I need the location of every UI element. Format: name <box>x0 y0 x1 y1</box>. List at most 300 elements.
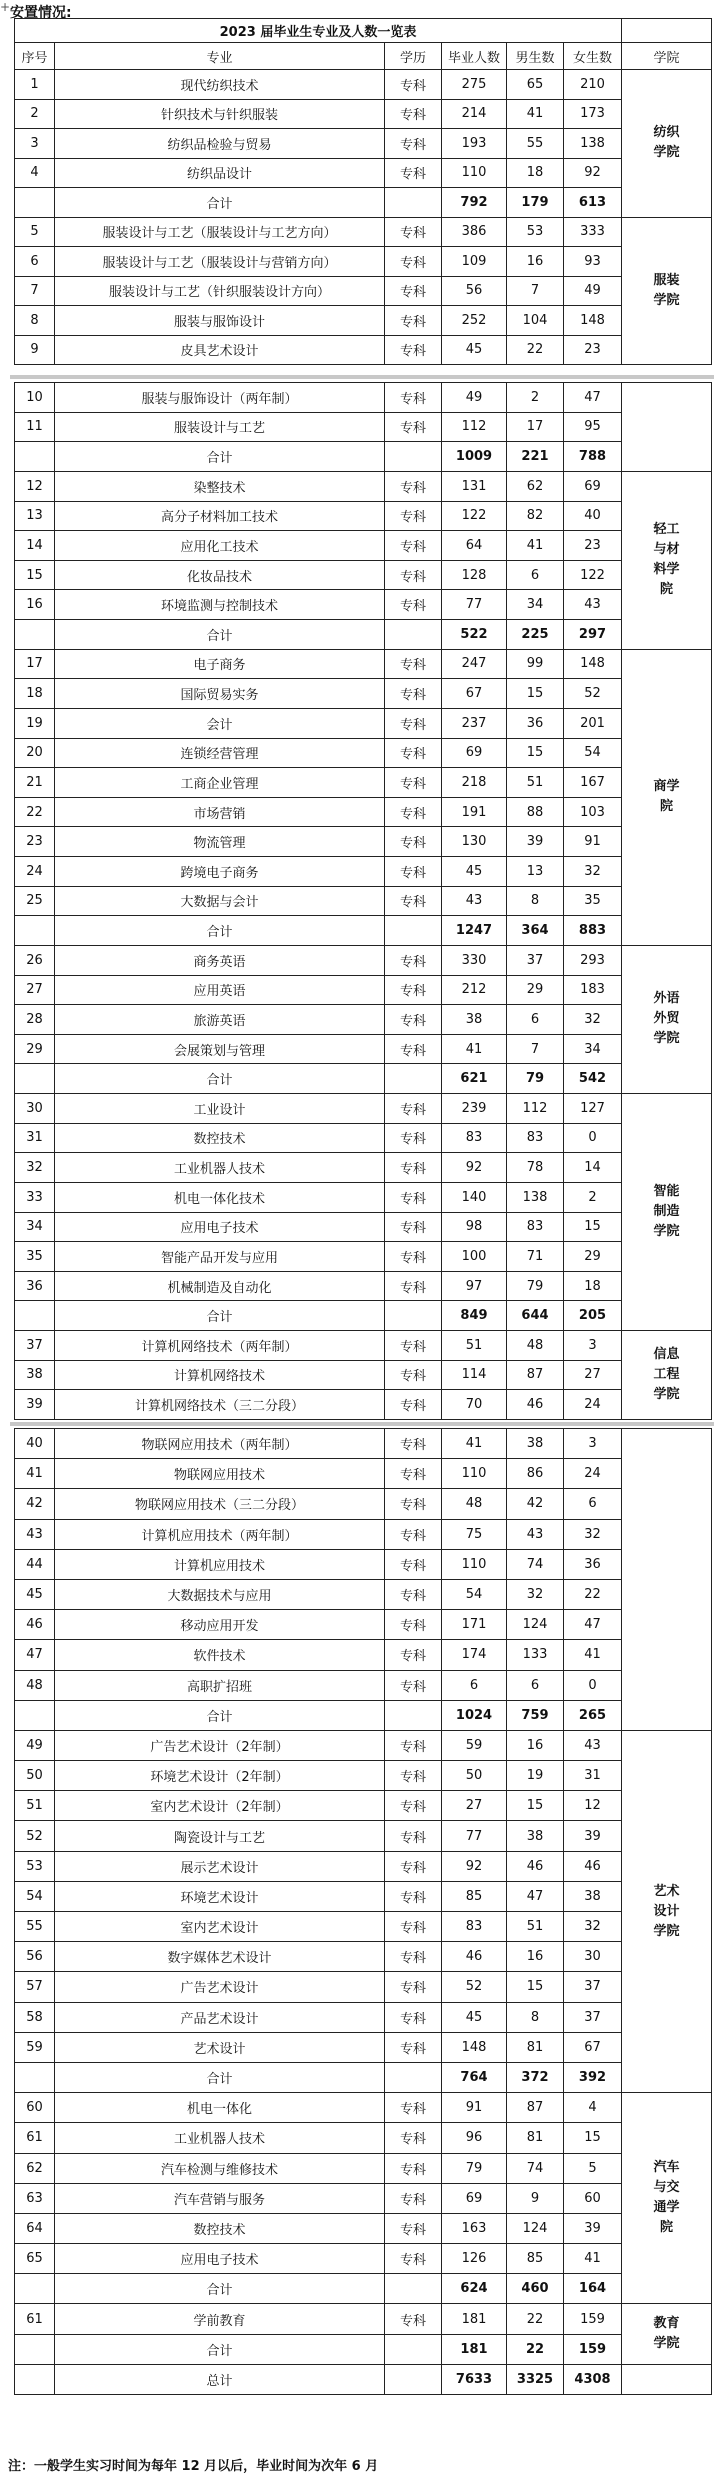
grad-count: 54 <box>442 1579 507 1609</box>
row-number: 37 <box>15 1331 55 1361</box>
female-count: 47 <box>564 383 622 413</box>
major-name: 汽车检测与维修技术 <box>55 2153 385 2183</box>
major-name: 工业机器人技术 <box>55 2123 385 2153</box>
grad-count: 130 <box>442 827 507 857</box>
table-row <box>15 708 712 738</box>
female-count: 122 <box>564 560 622 590</box>
row-number: 8 <box>15 306 55 336</box>
male-count: 43 <box>507 1519 564 1549</box>
grad-count: 48 <box>442 1489 507 1519</box>
row-number: 35 <box>15 1242 55 1272</box>
row-number: 48 <box>15 1670 55 1700</box>
total-row <box>15 1301 712 1331</box>
education-level: 专科 <box>385 1549 442 1579</box>
total-label: 合计 <box>55 1700 385 1730</box>
education-level: 专科 <box>385 247 442 277</box>
male-count: 41 <box>507 531 564 561</box>
grad-count: 237 <box>442 708 507 738</box>
education-level: 专科 <box>385 471 442 501</box>
male-count: 48 <box>507 1331 564 1361</box>
grad-count: 112 <box>442 412 507 442</box>
female-count: 210 <box>564 70 622 100</box>
male-count: 17 <box>507 412 564 442</box>
major-name: 物联网应用技术（三二分段） <box>55 1489 385 1519</box>
female-count: 2 <box>564 1182 622 1212</box>
male-count: 29 <box>507 975 564 1005</box>
education-level: 专科 <box>385 306 442 336</box>
row-number: 55 <box>15 1912 55 1942</box>
major-name: 服装与服饰设计（两年制） <box>55 383 385 413</box>
row-number: 7 <box>15 276 55 306</box>
major-name: 广告艺术设计 <box>55 1972 385 2002</box>
college-name <box>622 1331 712 1420</box>
male-count: 55 <box>507 129 564 159</box>
male-count: 47 <box>507 1881 564 1911</box>
row-number: 3 <box>15 129 55 159</box>
grad-count: 69 <box>442 738 507 768</box>
row-number: 38 <box>15 1360 55 1390</box>
male-count: 372 <box>507 2062 564 2092</box>
major-name: 室内艺术设计（2年制） <box>55 1791 385 1821</box>
no-cell <box>15 188 55 218</box>
row-number: 31 <box>15 1123 55 1153</box>
female-count: 183 <box>564 975 622 1005</box>
female-count: 95 <box>564 412 622 442</box>
male-count: 2 <box>507 383 564 413</box>
total-row <box>15 2334 712 2364</box>
male-count: 32 <box>507 1579 564 1609</box>
male-count: 46 <box>507 1390 564 1420</box>
row-number: 24 <box>15 857 55 887</box>
major-name: 服装设计与工艺 <box>55 412 385 442</box>
major-name: 化妆品技术 <box>55 560 385 590</box>
row-number: 20 <box>15 738 55 768</box>
major-name: 计算机应用技术 <box>55 1549 385 1579</box>
female-count: 164 <box>564 2274 622 2304</box>
table-row <box>15 412 712 442</box>
table-row <box>15 1821 712 1851</box>
major-name: 物流管理 <box>55 827 385 857</box>
grad-count: 792 <box>442 188 507 218</box>
male-count: 39 <box>507 827 564 857</box>
table-row <box>15 1670 712 1700</box>
grad-count: 122 <box>442 501 507 531</box>
table-row <box>15 335 712 365</box>
grad-count: 69 <box>442 2183 507 2213</box>
male-count: 112 <box>507 1094 564 1124</box>
female-count: 159 <box>564 2334 622 2364</box>
no-cell <box>15 1301 55 1331</box>
edu-cell <box>385 2274 442 2304</box>
row-number: 40 <box>15 1429 55 1459</box>
grad-count: 247 <box>442 649 507 679</box>
education-level: 专科 <box>385 412 442 442</box>
row-number: 52 <box>15 1821 55 1851</box>
grad-count: 148 <box>442 2032 507 2062</box>
female-count: 39 <box>564 1821 622 1851</box>
college-name <box>622 1094 712 1331</box>
grad-count: 92 <box>442 1153 507 1183</box>
male-count: 138 <box>507 1182 564 1212</box>
row-number: 15 <box>15 560 55 590</box>
row-number: 49 <box>15 1730 55 1760</box>
table-row <box>15 2304 712 2334</box>
total-label: 合计 <box>55 2334 385 2364</box>
male-count: 16 <box>507 1942 564 1972</box>
female-count: 39 <box>564 2213 622 2243</box>
male-count: 644 <box>507 1301 564 1331</box>
grad-count: 163 <box>442 2213 507 2243</box>
male-count: 133 <box>507 1640 564 1670</box>
table-row <box>15 306 712 336</box>
education-level: 专科 <box>385 1821 442 1851</box>
grad-count: 764 <box>442 2062 507 2092</box>
graduate-table-part-1 <box>14 18 712 365</box>
row-number: 60 <box>15 2093 55 2123</box>
male-count: 19 <box>507 1761 564 1791</box>
female-count: 788 <box>564 442 622 472</box>
male-count: 78 <box>507 1153 564 1183</box>
male-count: 74 <box>507 1549 564 1579</box>
grad-count: 77 <box>442 590 507 620</box>
education-level: 专科 <box>385 1271 442 1301</box>
grad-count: 126 <box>442 2244 507 2274</box>
education-level: 专科 <box>385 1242 442 1272</box>
total-label: 合计 <box>55 2062 385 2092</box>
education-level: 专科 <box>385 2123 442 2153</box>
corner-mark: + <box>0 0 11 14</box>
row-number: 62 <box>15 2153 55 2183</box>
female-count: 29 <box>564 1242 622 1272</box>
table-row <box>15 1761 712 1791</box>
female-count: 37 <box>564 1972 622 2002</box>
grad-count: 218 <box>442 768 507 798</box>
male-count: 81 <box>507 2123 564 2153</box>
education-level: 专科 <box>385 1212 442 1242</box>
row-number: 45 <box>15 1579 55 1609</box>
female-count: 0 <box>564 1123 622 1153</box>
row-number: 25 <box>15 886 55 916</box>
major-name: 针织技术与针织服装 <box>55 99 385 129</box>
college-label: 纺织学院 <box>653 125 680 161</box>
major-name: 旅游英语 <box>55 1005 385 1035</box>
female-count: 24 <box>564 1390 622 1420</box>
education-level: 专科 <box>385 1519 442 1549</box>
female-count: 43 <box>564 590 622 620</box>
male-count: 6 <box>507 560 564 590</box>
row-number: 54 <box>15 1881 55 1911</box>
total-row <box>15 188 712 218</box>
female-count: 15 <box>564 2123 622 2153</box>
female-count: 15 <box>564 1212 622 1242</box>
table-row <box>15 649 712 679</box>
edu-cell <box>385 620 442 650</box>
female-count: 49 <box>564 276 622 306</box>
row-number: 43 <box>15 1519 55 1549</box>
total-row <box>15 2364 712 2394</box>
female-count: 148 <box>564 649 622 679</box>
education-level: 专科 <box>385 501 442 531</box>
education-level: 专科 <box>385 945 442 975</box>
row-number: 57 <box>15 1972 55 2002</box>
footnote: 注：一般学生实习时间为每年 12 月以后，毕业时间为次年 6 月 <box>8 2459 379 2474</box>
row-number: 26 <box>15 945 55 975</box>
row-number: 9 <box>15 335 55 365</box>
male-count: 86 <box>507 1459 564 1489</box>
major-name: 工业设计 <box>55 1094 385 1124</box>
male-count: 22 <box>507 2304 564 2334</box>
table-row <box>15 1489 712 1519</box>
edu-cell <box>385 188 442 218</box>
male-count: 87 <box>507 1360 564 1390</box>
table-row <box>15 886 712 916</box>
college-label: 信息工程学院 <box>653 1346 680 1402</box>
female-count: 613 <box>564 188 622 218</box>
male-count: 79 <box>507 1064 564 1094</box>
row-number: 6 <box>15 247 55 277</box>
college-label: 汽车与交通学院 <box>653 2160 680 2236</box>
row-number: 29 <box>15 1034 55 1064</box>
major-name: 广告艺术设计（2年制） <box>55 1730 385 1760</box>
female-count: 67 <box>564 2032 622 2062</box>
row-number: 12 <box>15 471 55 501</box>
female-count: 297 <box>564 620 622 650</box>
female-count: 205 <box>564 1301 622 1331</box>
major-name: 计算机网络技术（三二分段） <box>55 1390 385 1420</box>
row-number: 4 <box>15 158 55 188</box>
grad-count: 77 <box>442 1821 507 1851</box>
edu-cell <box>385 1301 442 1331</box>
major-name: 学前教育 <box>55 2304 385 2334</box>
row-number: 10 <box>15 383 55 413</box>
grad-count: 191 <box>442 797 507 827</box>
total-label: 合计 <box>55 916 385 946</box>
grad-count: 83 <box>442 1123 507 1153</box>
female-count: 41 <box>564 1640 622 1670</box>
male-count: 36 <box>507 708 564 738</box>
table-row <box>15 2183 712 2213</box>
education-level: 专科 <box>385 1459 442 1489</box>
college-name <box>622 649 712 945</box>
female-count: 52 <box>564 679 622 709</box>
table-row <box>15 70 712 100</box>
total-row <box>15 2062 712 2092</box>
female-count: 159 <box>564 2304 622 2334</box>
grad-count: 27 <box>442 1791 507 1821</box>
edu-cell <box>385 1700 442 1730</box>
female-count: 14 <box>564 1153 622 1183</box>
female-count: 35 <box>564 886 622 916</box>
female-count: 47 <box>564 1610 622 1640</box>
row-number: 59 <box>15 2032 55 2062</box>
row-number: 13 <box>15 501 55 531</box>
table-row <box>15 1005 712 1035</box>
grad-count: 386 <box>442 217 507 247</box>
row-number: 28 <box>15 1005 55 1035</box>
college-name <box>622 383 712 472</box>
table-row <box>15 1212 712 1242</box>
male-count: 42 <box>507 1489 564 1519</box>
female-count: 32 <box>564 857 622 887</box>
grad-count: 45 <box>442 2002 507 2032</box>
education-level: 专科 <box>385 217 442 247</box>
male-count: 9 <box>507 2183 564 2213</box>
major-name: 计算机网络技术（两年制） <box>55 1331 385 1361</box>
major-name: 数控技术 <box>55 2213 385 2243</box>
major-name: 皮具艺术设计 <box>55 335 385 365</box>
female-count: 167 <box>564 768 622 798</box>
no-cell <box>15 2334 55 2364</box>
total-label: 总计 <box>55 2364 385 2394</box>
table-row <box>15 217 712 247</box>
edu-cell <box>385 916 442 946</box>
table-row <box>15 857 712 887</box>
grad-count: 171 <box>442 1610 507 1640</box>
education-level: 专科 <box>385 1761 442 1791</box>
table-row <box>15 2153 712 2183</box>
female-count: 34 <box>564 1034 622 1064</box>
grad-count: 45 <box>442 857 507 887</box>
header-education: 学历 <box>385 43 442 70</box>
header-no: 序号 <box>15 43 55 70</box>
total-label: 合计 <box>55 1301 385 1331</box>
male-count: 81 <box>507 2032 564 2062</box>
no-cell <box>15 916 55 946</box>
grad-count: 56 <box>442 276 507 306</box>
grad-count: 79 <box>442 2153 507 2183</box>
grad-count: 110 <box>442 1549 507 1579</box>
male-count: 16 <box>507 1730 564 1760</box>
college-name <box>622 70 712 218</box>
male-count: 22 <box>507 335 564 365</box>
education-level: 专科 <box>385 768 442 798</box>
major-name: 数控技术 <box>55 1123 385 1153</box>
female-count: 3 <box>564 1331 622 1361</box>
female-count: 36 <box>564 1549 622 1579</box>
male-count: 364 <box>507 916 564 946</box>
male-count: 15 <box>507 738 564 768</box>
major-name: 跨境电子商务 <box>55 857 385 887</box>
total-label: 合计 <box>55 620 385 650</box>
male-count: 15 <box>507 679 564 709</box>
major-name: 环境监测与控制技术 <box>55 590 385 620</box>
table-row <box>15 1730 712 1760</box>
no-cell <box>15 442 55 472</box>
header-male: 男生数 <box>507 43 564 70</box>
major-name: 室内艺术设计 <box>55 1912 385 1942</box>
male-count: 179 <box>507 188 564 218</box>
table-row <box>15 797 712 827</box>
college-name <box>622 217 712 365</box>
female-count: 18 <box>564 1271 622 1301</box>
education-level: 专科 <box>385 1791 442 1821</box>
major-name: 展示艺术设计 <box>55 1851 385 1881</box>
table-row <box>15 1640 712 1670</box>
table-row <box>15 501 712 531</box>
education-level: 专科 <box>385 2304 442 2334</box>
college-name <box>622 471 712 649</box>
major-name: 市场营销 <box>55 797 385 827</box>
education-level: 专科 <box>385 1730 442 1760</box>
female-count: 4 <box>564 2093 622 2123</box>
total-label: 合计 <box>55 188 385 218</box>
row-number: 44 <box>15 1549 55 1579</box>
education-level: 专科 <box>385 1489 442 1519</box>
table-row <box>15 738 712 768</box>
male-count: 22 <box>507 2334 564 2364</box>
male-count: 225 <box>507 620 564 650</box>
table-row <box>15 1271 712 1301</box>
education-level: 专科 <box>385 2183 442 2213</box>
female-count: 173 <box>564 99 622 129</box>
row-number: 63 <box>15 2183 55 2213</box>
major-name: 纺织品检验与贸易 <box>55 129 385 159</box>
grad-count: 83 <box>442 1912 507 1942</box>
education-level: 专科 <box>385 1640 442 1670</box>
major-name: 软件技术 <box>55 1640 385 1670</box>
no-cell <box>15 1064 55 1094</box>
male-count: 88 <box>507 797 564 827</box>
grad-count: 43 <box>442 886 507 916</box>
female-count: 201 <box>564 708 622 738</box>
table-row <box>15 1360 712 1390</box>
grad-count: 67 <box>442 679 507 709</box>
total-label: 合计 <box>55 1064 385 1094</box>
education-level: 专科 <box>385 1123 442 1153</box>
total-row <box>15 916 712 946</box>
male-count: 7 <box>507 276 564 306</box>
table-row <box>15 531 712 561</box>
table-row <box>15 827 712 857</box>
education-level: 专科 <box>385 531 442 561</box>
major-name: 计算机应用技术（两年制） <box>55 1519 385 1549</box>
male-count: 99 <box>507 649 564 679</box>
table-row <box>15 1579 712 1609</box>
female-count: 91 <box>564 827 622 857</box>
table-row <box>15 1881 712 1911</box>
major-name: 高分子材料加工技术 <box>55 501 385 531</box>
male-count: 82 <box>507 501 564 531</box>
grad-count: 849 <box>442 1301 507 1331</box>
major-name: 服装与服饰设计 <box>55 306 385 336</box>
table-row <box>15 1791 712 1821</box>
grad-count: 64 <box>442 531 507 561</box>
total-row <box>15 620 712 650</box>
male-count: 38 <box>507 1821 564 1851</box>
major-name: 服装设计与工艺（服装设计与工艺方向） <box>55 217 385 247</box>
major-name: 国际贸易实务 <box>55 679 385 709</box>
title-corner-cell <box>622 19 712 43</box>
major-name: 产品艺术设计 <box>55 2002 385 2032</box>
female-count: 93 <box>564 247 622 277</box>
grad-count: 128 <box>442 560 507 590</box>
education-level: 专科 <box>385 2213 442 2243</box>
education-level: 专科 <box>385 857 442 887</box>
education-level: 专科 <box>385 1610 442 1640</box>
male-count: 13 <box>507 857 564 887</box>
table-row <box>15 590 712 620</box>
major-name: 艺术设计 <box>55 2032 385 2062</box>
education-level: 专科 <box>385 679 442 709</box>
major-name: 环境艺术设计（2年制） <box>55 1761 385 1791</box>
total-row <box>15 1064 712 1094</box>
grad-count: 45 <box>442 335 507 365</box>
table-row <box>15 1549 712 1579</box>
major-name: 机电一体化 <box>55 2093 385 2123</box>
female-count: 60 <box>564 2183 622 2213</box>
edu-cell <box>385 1064 442 1094</box>
female-count: 38 <box>564 1881 622 1911</box>
